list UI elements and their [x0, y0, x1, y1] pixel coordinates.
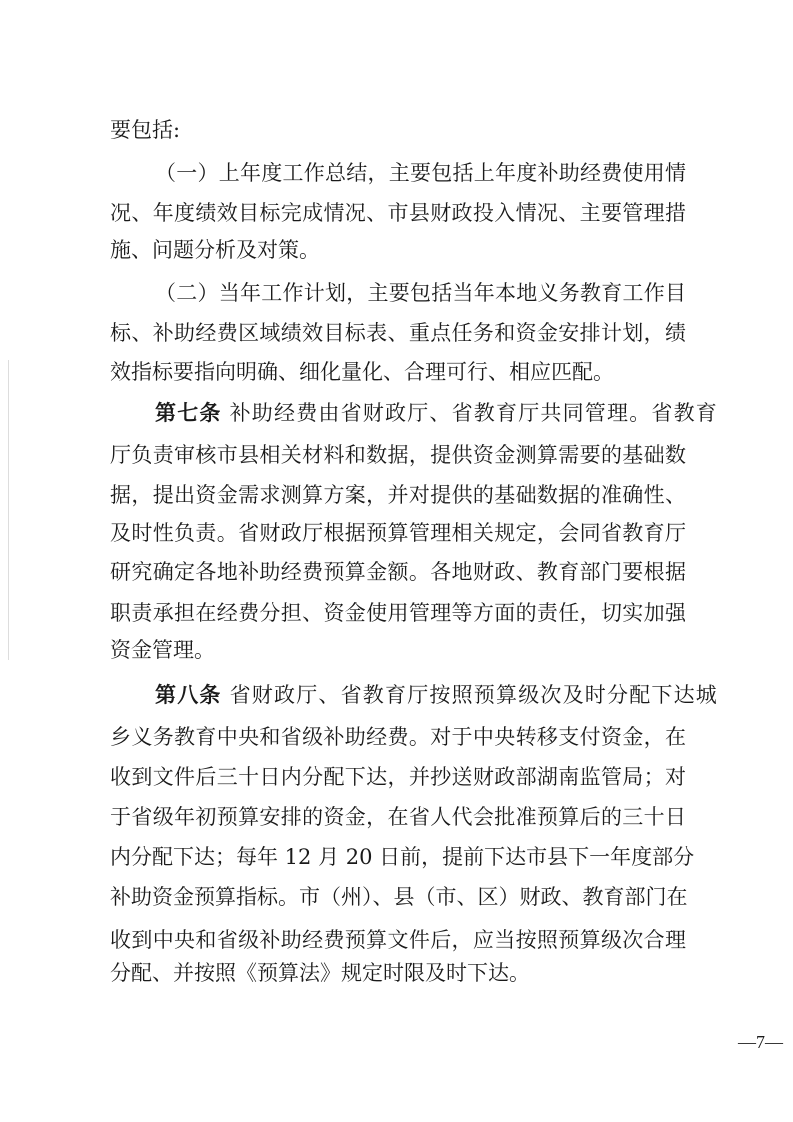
- text-line: 研究确定各地补助经费预算金额。各地财政、教育部门要根据: [110, 560, 686, 584]
- text-line: 分配、并按照《预算法》规定时限及时下达。: [110, 961, 530, 985]
- text-line: 据，提出资金需求测算方案，并对提供的基础数据的准确性、: [110, 483, 686, 507]
- text-line: 内分配下达；每年 12 月 20 日前，提前下达市县下一年度部分: [110, 845, 695, 869]
- text-line: 职责承担在经费分担、资金使用管理等方面的责任，切实加强: [110, 601, 686, 625]
- text-line: 厅负责审核市县相关材料和数据，提供资金测算需要的基础数: [110, 443, 686, 467]
- text-line: 于省级年初预算安排的资金，在省人代会批准预算后的三十日: [110, 805, 686, 829]
- article-heading-line: [155, 683, 719, 707]
- article-heading-line: [155, 401, 719, 425]
- text-line: 资金管理。: [110, 638, 215, 662]
- scan-edge: [8, 360, 9, 660]
- article-text: 省财政厅、省教育厅按照预算级次及时分配下达城: [229, 683, 719, 707]
- text-line: 标、补助经费区域绩效目标表、重点任务和资金安排计划，绩: [110, 321, 686, 345]
- text-line: 补助资金预算指标。市（州）、县（市、区）财政、教育部门在: [110, 885, 688, 909]
- text-line: 及时性负责。省财政厅根据预算管理相关规定，会同省教育厅: [110, 521, 686, 545]
- article-number: 第七条: [155, 401, 222, 425]
- text-line: （一）上年度工作总结，主要包括上年度补助经费使用情: [155, 161, 686, 185]
- text-line: 况、年度绩效目标完成情况、市县财政投入情况、主要管理措: [110, 201, 686, 225]
- text-line: 施、问题分析及对策。: [110, 238, 320, 262]
- text-line: 要包括:: [110, 118, 181, 142]
- text-line: （二）当年工作计划，主要包括当年本地义务教育工作目: [155, 281, 686, 305]
- text-line: 效指标要指向明确、细化量化、合理可行、相应匹配。: [110, 360, 614, 384]
- page-number: —7—: [738, 1032, 783, 1052]
- text-line: 收到文件后三十日内分配下达，并抄送财政部湖南监管局；对: [110, 765, 686, 789]
- article-text: 补助经费由省财政厅、省教育厅共同管理。省教育: [229, 401, 719, 425]
- text-line: 乡义务教育中央和省级补助经费。对于中央转移支付资金，在: [110, 725, 686, 749]
- article-number: 第八条: [155, 683, 222, 707]
- text-line: 收到中央和省级补助经费预算文件后，应当按照预算级次合理: [110, 928, 686, 952]
